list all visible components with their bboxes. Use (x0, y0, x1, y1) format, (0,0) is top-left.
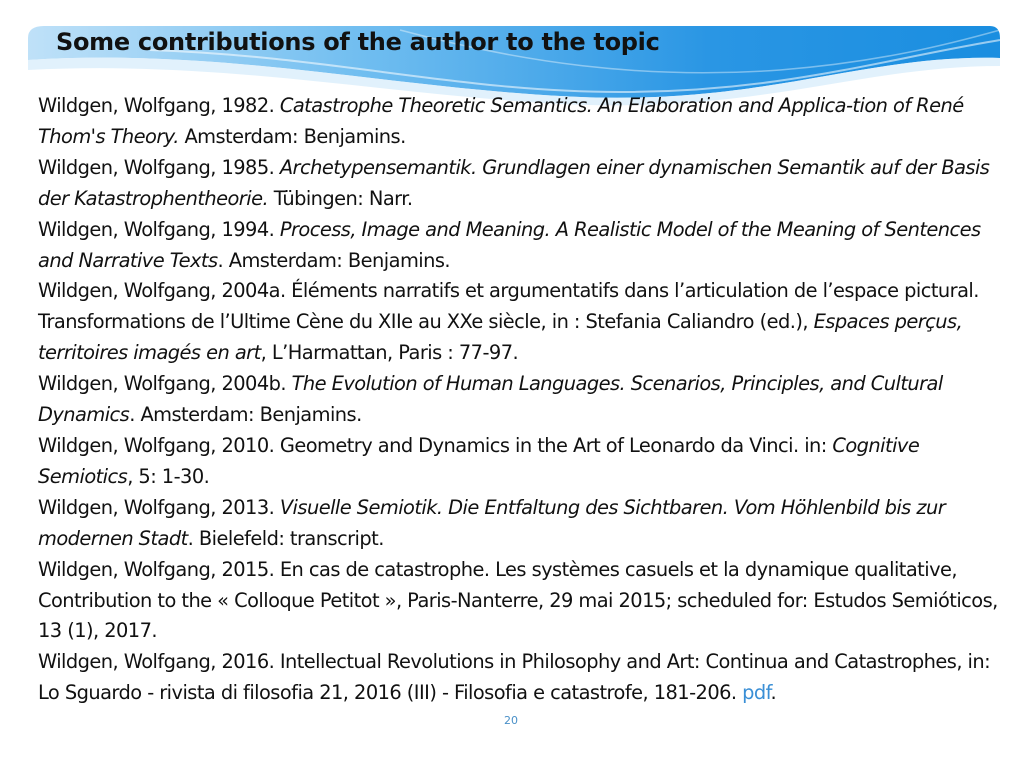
reference-item (38, 647, 998, 709)
reference-title: Cognitive Semiotics (38, 433, 920, 488)
reference-text: Wildgen, Wolfgang, 1982. (38, 94, 280, 117)
reference-item (38, 276, 998, 369)
reference-text: Wildgen, Wolfgang, 2004a. Éléments narratifs et argumentatifs dans l’articulation de l’espace pictural. Transformations de l’Ultime Cène du XIIe au XXe siècle, in : Stefania Caliandro (ed.), (38, 279, 979, 334)
reference-title: Visuelle Semiotik. Die Entfaltung des Sichtbaren. Vom Höhlenbild bis zur modernen Stadt (38, 495, 946, 550)
reference-text: . Amsterdam: Benjamins. (217, 248, 451, 272)
reference-item (38, 555, 998, 648)
reference-text: Wildgen, Wolfgang, 1994. (38, 217, 280, 241)
reference-text: Wildgen, Wolfgang, 1985. (38, 155, 280, 179)
reference-item (38, 493, 998, 555)
reference-text: . Amsterdam: Benjamins. (129, 403, 362, 427)
reference-title: The Evolution of Human Languages. Scenarios, Principles, and Cultural Dynamics (38, 372, 943, 427)
reference-text: . (770, 681, 777, 705)
reference-list (38, 91, 998, 709)
reference-item (38, 91, 998, 153)
reference-title: Espaces perçus, territoires imagés en art (38, 310, 963, 365)
reference-text: , L’Harmattan, Paris : 77-97. (260, 341, 519, 365)
reference-text: Amsterdam: Benjamins. (178, 124, 406, 148)
reference-item (38, 431, 998, 493)
reference-text: . Bielefeld: transcript. (187, 526, 384, 550)
reference-title: Catastrophe Theoretic Semantics. An Elaboration and Applica-tion of René Thom's Theory. (38, 94, 964, 148)
reference-text: Tübingen: Narr. (268, 186, 413, 210)
reference-text: Wildgen, Wolfgang, 2016. Intellectual Revolutions in Philosophy and Art: Continua and Catastrophes, in: Lo Sguardo - rivista di filosofia 21, 2016 (III) - Filosofia e catastrofe, 181-206. (38, 650, 991, 705)
reference-item (38, 153, 998, 215)
reference-text: Wildgen, Wolfgang, 2010. Geometry and Dynamics in the Art of Leonardo da Vinci. in: (38, 433, 833, 457)
slide-title: Some contributions of the author to the topic (56, 28, 660, 56)
slide-number: 20 (504, 714, 518, 727)
reference-title: Archetypensemantik. Grundlagen einer dynamischen Semantik auf der Basis der Katastrophentheorie. (38, 155, 990, 210)
reference-text: Wildgen, Wolfgang, 2004b. (38, 372, 292, 396)
reference-text: Wildgen, Wolfgang, 2013. (38, 495, 280, 519)
reference-item (38, 369, 998, 431)
pdf-link[interactable]: pdf (742, 681, 771, 705)
reference-text: Wildgen, Wolfgang, 2015. En cas de catastrophe. Les systèmes casuels et la dynamique qualitative, Contribution to the « Colloque Petitot », Paris-Nanterre, 29 mai 2015; scheduled for: Estudos Semióticos, 13 (1), 2017. (38, 557, 998, 643)
reference-item (38, 215, 998, 277)
reference-title: Process, Image and Meaning. A Realistic Model of the Meaning of Sentences and Narrative Texts (38, 217, 981, 272)
reference-text: , 5: 1-30. (127, 464, 210, 488)
